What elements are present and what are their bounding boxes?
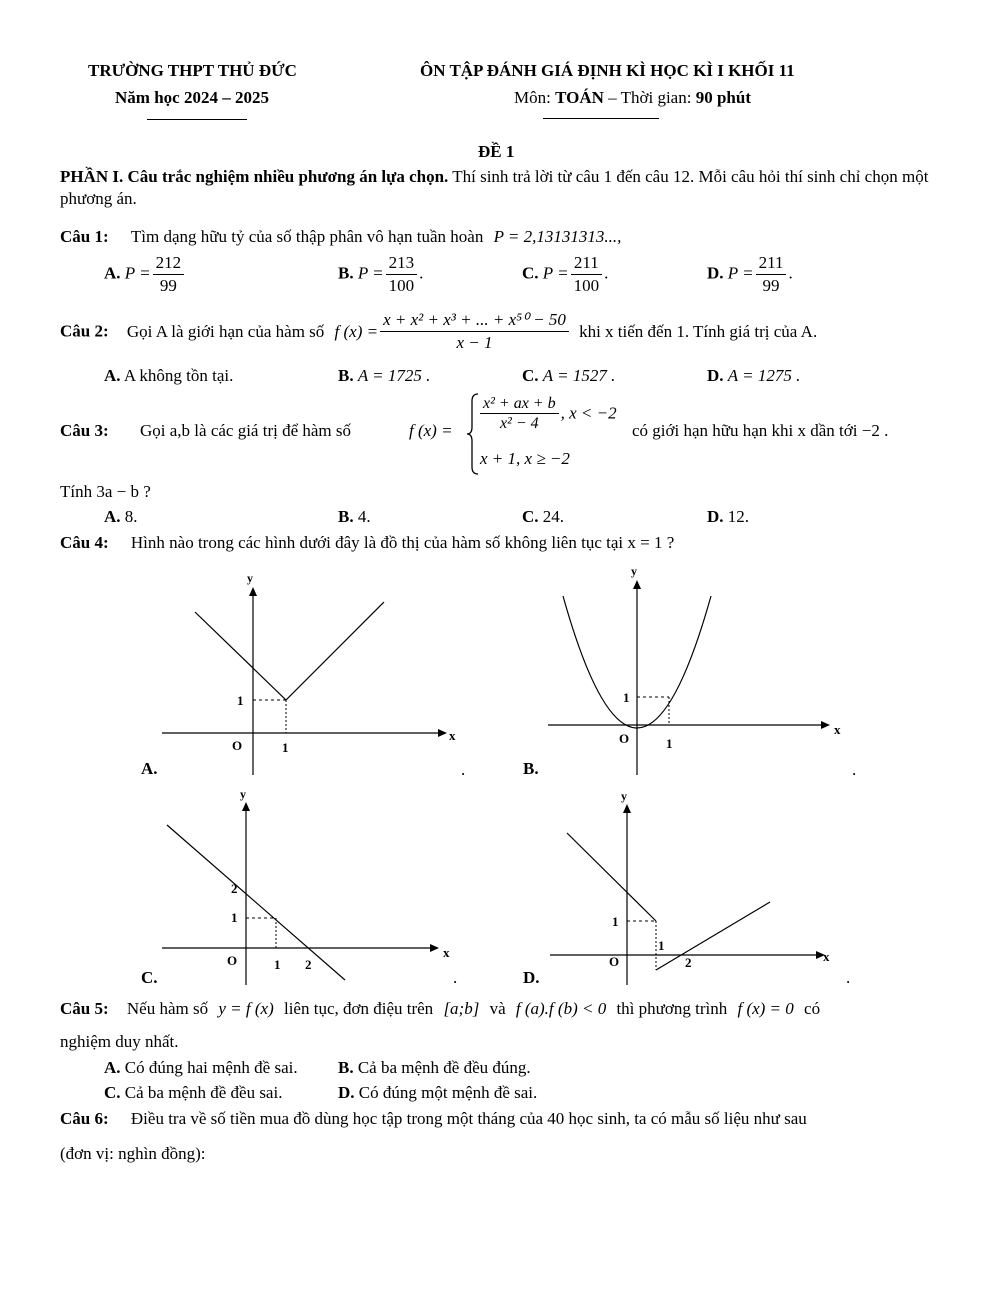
q4-graph-c-dot: . [453, 968, 458, 987]
part1-heading [60, 166, 940, 210]
part1-title: PHẦN I. Câu trắc nghiệm nhiều phương án lựa chọn. [60, 167, 449, 186]
q5-option-b[interactable] [338, 1058, 531, 1078]
graph-a-curve [195, 602, 384, 700]
q3-case1-cond: , x < −2 [560, 403, 617, 423]
graph-b-tick-y1: 1 [623, 690, 630, 705]
q4-graph-b-key: B. [523, 759, 539, 778]
q1-a-num: 212 [153, 252, 185, 275]
graph-b-y-label: y [631, 564, 637, 578]
q1-option-c[interactable]: C. P = $\frac{211}{100}$ . [522, 253, 609, 295]
school-year: Năm học 2024 – 2025 [115, 88, 269, 107]
graph-a-tick-y1: 1 [237, 693, 244, 708]
school-name: TRƯỜNG THPT THỦ ĐỨC [88, 61, 297, 80]
graph-c-y-label: y [240, 787, 246, 801]
q5-option-a-key: A. [104, 1058, 121, 1077]
question-4 [60, 533, 674, 553]
graph-d-tick-x1: 1 [658, 938, 665, 953]
graph-a-tick-x1: 1 [282, 740, 289, 755]
q1-label: Câu 1: [60, 227, 109, 246]
q5-text-co: có [804, 999, 821, 1018]
graph-a-x-label: x [449, 728, 456, 743]
q1-c-num: 211 [571, 252, 603, 275]
q3-option-a[interactable] [104, 507, 138, 527]
time: 90 phút [695, 88, 751, 107]
q2-option-d-key: D. [707, 366, 724, 385]
q3-option-b-key: B. [338, 507, 354, 526]
q3-option-a-key: A. [104, 507, 121, 526]
graph-c-x-label: x [443, 945, 450, 960]
q2-option-c-key: C. [522, 366, 539, 385]
q1-b-den: 100 [388, 276, 415, 295]
q1-text: Tìm dạng hữu tỷ của số thập phân vô hạn tuần hoàn [130, 227, 484, 246]
q4-graph-a-dot: . [461, 760, 466, 779]
graph-c-curve [167, 825, 345, 980]
q1-option-b-key: B. [338, 263, 354, 283]
graph-b-x-label: x [834, 722, 841, 737]
graph-a-y-arrow [249, 587, 257, 596]
q5-text-mid: liên tục, đơn điệu trên [283, 999, 434, 1018]
q3-label: Câu 3: [60, 421, 109, 440]
q4-text: Hình nào trong các hình dưới đây là đồ thị của hàm số không liên tục tại x = 1 ? [130, 533, 675, 552]
graph-d-y-label: y [621, 789, 627, 803]
q5-option-d-key: D. [338, 1083, 355, 1102]
q3-option-b-text: 4. [357, 507, 371, 526]
q4-graph-c[interactable] [150, 785, 460, 985]
graph-c-x-arrow [430, 944, 439, 952]
graph-b-x-arrow [821, 721, 830, 729]
q3-case1-den: x² − 4 [499, 415, 539, 432]
q1-d-den: 99 [762, 276, 780, 295]
q1-a-den: 99 [159, 276, 177, 295]
q3-option-c-key: C. [522, 507, 539, 526]
q2-den: x − 1 [456, 333, 493, 352]
q5-line2: nghiệm duy nhất. [60, 1032, 179, 1051]
q5-option-c-key: C. [104, 1083, 121, 1102]
q6-line2: (đơn vị: nghìn đồng): [60, 1144, 206, 1163]
graph-a-x-arrow [438, 729, 447, 737]
graph-a-y-label: y [247, 571, 253, 585]
graph-c-y-arrow [242, 802, 250, 811]
q1-b-num: 213 [386, 252, 418, 275]
graph-d-tick-y1: 1 [612, 914, 619, 929]
q3-case2: x + 1, x ≥ −2 [480, 449, 570, 468]
q2-fx: f (x) = [334, 321, 379, 341]
graph-c-tick-y2: 2 [231, 881, 238, 896]
divider-left [147, 119, 247, 120]
q1-c-den: 100 [573, 276, 600, 295]
graph-d-y-arrow [623, 804, 631, 813]
q5-option-c-text: Cả ba mệnh đề đều sai. [124, 1083, 283, 1102]
q2-text-post: khi x tiến đến 1. Tính giá trị của A. [579, 321, 818, 341]
graph-b-y-arrow [633, 580, 641, 589]
graph-d-x-label: x [823, 949, 830, 964]
graph-c-tick-x2: 2 [305, 957, 312, 972]
q4-graph-c-key: C. [141, 968, 158, 987]
q2-option-b-text: A = 1725 . [357, 366, 431, 385]
q2-option-a-key: A. [104, 366, 121, 385]
question-5 [60, 999, 820, 1019]
q2-label: Câu 2: [60, 321, 109, 341]
time-prefix: – Thời gian: [603, 88, 696, 107]
q2-option-b[interactable] [338, 366, 430, 386]
q1-option-d[interactable]: D. P = $\frac{211}{99}$ . [707, 253, 793, 295]
q2-option-d[interactable] [707, 366, 800, 386]
q3-option-c-text: 24. [542, 507, 565, 526]
q1-option-a-key: A. [104, 263, 121, 283]
divider-right [543, 118, 659, 119]
subject-prefix: Môn: [514, 88, 556, 107]
q1-option-a[interactable]: A. P = $\frac{212}{99}$ [104, 252, 186, 297]
q1-c-tail: . [604, 263, 609, 283]
question-2 [60, 309, 817, 354]
q4-graph-b-dot: . [852, 760, 857, 779]
q2-option-c-text: A = 1527 . [542, 366, 616, 385]
q1-option-c-key: C. [522, 263, 539, 283]
graph-c-tick-x1: 1 [274, 957, 281, 972]
q5-expr2: [a;b] [443, 999, 480, 1018]
q5-option-b-key: B. [338, 1058, 354, 1077]
subject-line [514, 88, 751, 108]
q6-text: Điều tra về số tiền mua đồ dùng học tập trong một tháng của 40 học sinh, ta có mẫu số liệu như sau [130, 1109, 807, 1128]
q1-d-tail: . [788, 263, 793, 283]
exam-code: ĐỀ 1 [478, 142, 515, 161]
q3-text-pre: Gọi a,b là các giá trị để hàm số [140, 421, 352, 440]
graph-a-origin: O [232, 738, 243, 753]
question-1 [60, 227, 621, 247]
q4-graph-d[interactable] [545, 785, 845, 985]
exam-title: ÔN TẬP ĐÁNH GIÁ ĐỊNH KÌ HỌC KÌ I KHỐI 11 [420, 61, 795, 80]
graph-d-curve-right [656, 902, 770, 970]
q5-text-and: và [489, 999, 506, 1018]
q3-option-d-text: 12. [727, 507, 750, 526]
q3-option-d[interactable] [707, 507, 749, 527]
graph-d-tick-x2: 2 [685, 955, 692, 970]
graph-c-origin: O [227, 953, 238, 968]
q4-graph-d-key: D. [523, 968, 540, 987]
q5-option-a-text: Có đúng hai mệnh đề sai. [124, 1058, 298, 1077]
q3-option-a-text: 8. [124, 507, 138, 526]
q2-option-d-text: A = 1275 . [727, 366, 801, 385]
q2-text-pre: Gọi A là giới hạn của hàm số [126, 321, 325, 341]
part1-instruction: Thí sinh trả lời từ câu 1 đến câu 12. Mỗi câu hỏi thí sinh chỉ chọn một phương án. [60, 167, 929, 208]
q5-label: Câu 5: [60, 999, 109, 1018]
q3-fx: f (x) = [409, 421, 453, 440]
q5-option-d-text: Có đúng một mệnh đề sai. [358, 1083, 538, 1102]
q5-expr4: f (x) = 0 [737, 999, 794, 1018]
q6-label: Câu 6: [60, 1109, 109, 1128]
graph-d-curve-left [567, 833, 656, 921]
q5-expr3: f (a).f (b) < 0 [515, 999, 607, 1018]
q5-text-then: thì phương trình [616, 999, 728, 1018]
graph-c-tick-y1: 1 [231, 910, 238, 925]
q4-graph-a[interactable] [140, 562, 470, 782]
graph-b-tick-x1: 1 [666, 736, 673, 751]
q4-graph-d-dot: . [846, 968, 851, 987]
q5-option-d[interactable] [338, 1083, 537, 1103]
q3-case1 [478, 394, 617, 433]
q5-text-pre: Nếu hàm số [126, 999, 209, 1018]
q1-b-tail: . [419, 263, 424, 283]
q5-expr1: y = f (x) [218, 999, 274, 1018]
q5-option-b-text: Cả ba mệnh đề đều đúng. [357, 1058, 531, 1077]
q3-option-c[interactable] [522, 507, 564, 527]
q4-graph-a-key: A. [141, 759, 158, 778]
q1-expr: P = 2,13131313..., [493, 227, 622, 246]
q1-option-d-key: D. [707, 263, 724, 283]
q4-graph-b[interactable] [540, 562, 860, 782]
q2-option-c[interactable] [522, 366, 615, 386]
q3-ask: Tính 3a − b ? [60, 482, 151, 501]
q3-option-b[interactable] [338, 507, 371, 527]
q1-d-num: 211 [756, 252, 787, 275]
q3-text-post: có giới hạn hữu hạn khi x dần tới −2 . [632, 421, 889, 440]
q2-option-a[interactable] [104, 366, 233, 386]
q3-option-d-key: D. [707, 507, 724, 526]
graph-b-origin: O [619, 731, 630, 746]
q2-num: x + x² + x³ + ... + x⁵⁰ − 50 [380, 309, 569, 332]
question-6 [60, 1109, 807, 1129]
subject: TOÁN [555, 88, 604, 107]
q2-option-b-key: B. [338, 366, 354, 385]
q5-option-c[interactable] [104, 1083, 282, 1103]
q4-label: Câu 4: [60, 533, 109, 552]
q3-case1-num: x² + ax + b [480, 394, 559, 414]
q5-option-a[interactable] [104, 1058, 298, 1078]
q1-option-b[interactable]: B. P = $\frac{213}{100}$ . [338, 253, 424, 295]
graph-d-origin: O [609, 954, 620, 969]
q2-option-a-text: A không tồn tại. [123, 366, 234, 385]
